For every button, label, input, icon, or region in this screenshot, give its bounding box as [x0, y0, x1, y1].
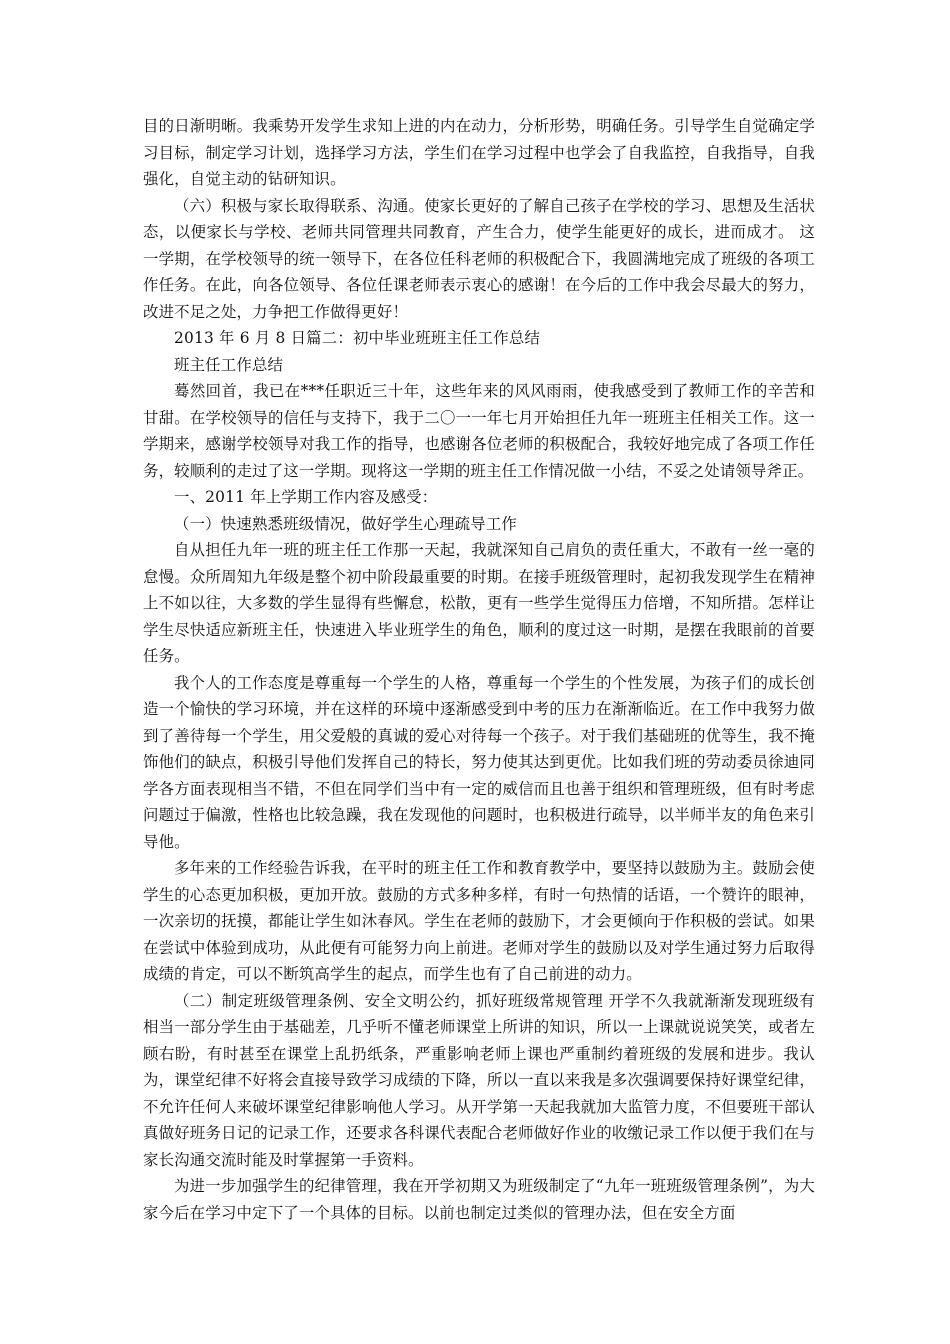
paragraph-item-two: （二）制定班级管理条例、安全文明公约，抓好班级常规管理 开学不久我就渐渐发现班级有相当一部分学生由于基础差，几乎听不懂老师课堂上所讲的知识，所以一上课就说说笑笑，或者左顾右盼，有时甚至在课堂上乱扔纸条，严重影响老师上课也严重制约着班级的发展和进步。我认为，课堂纪律不好将会直接导致学习成绩的下降，所以一直以来我是多次强调要保持好课堂纪律，不允许任何人来破坏课堂纪律影响他人学习。从开学第一天起我就加大监管力度，不但要班干部认真做好班务日记的记录工作，还要求各科课代表配合老师做好作业的收缴记录工作以便于我们在与家长沟通交流时能及时掌握第一手资料。	[143, 991, 815, 1169]
paragraph-item-six: （六）积极与家长取得联系、沟通。使家长更好的了解自己孩子在学校的学习、思想及生活状态，以便家长与学校、老师共同管理共同教育，产生合力，使学生能更好的成长，进而成才。 这一学期，在学校领导的统一领导下，在各位任科老师的积极配合下，我圆满地完成了班级的各项工作任务。在此，向各位领导、各位任课老师表示衷心的感谢！在今后的工作中我会尽最大的努力，改进不足之处，力争把工作做得更好！	[143, 196, 815, 321]
document-page	[143, 113, 815, 1226]
heading-part-one: 一、2011 年上学期工作内容及感受：	[174, 488, 438, 506]
paragraph-body: 为进一步加强学生的纪律管理，我在开学初期又为班级制定了“九年一班班级管理条例”，为大家今后在学习中定下了一个具体的目标。以前也制定过类似的管理办法，但在安全方面	[143, 1177, 815, 1222]
paragraph-body: 我个人的工作态度是尊重每一个学生的人格，尊重每一个学生的个性发展，为孩子们的成长创造一个愉快的学习环境，并在这样的环境中逐渐感受到中考的压力在渐渐临近。在工作中我努力做到了善待每一个学生，用父爱般的真诚的爱心对待每一个孩子。对于我们基础班的优等生，我不掩饰他们的缺点，积极引导他们发挥自己的特长，努力使其达到更优。比如我们班的劳动委员徐迪同学各方面表现相当不错，不但在同学们当中有一定的威信而且也善于组织和管理班级，但有时考虑问题过于偏激，性格也比较急躁，我在发现他的问题时，也积极进行疏导，以半师半友的角色来引导他。	[143, 673, 815, 851]
paragraph-body: 多年来的工作经验告诉我，在平时的班主任工作和教育教学中，要坚持以鼓励为主。鼓励会使学生的心态更加积极，更加开放。鼓励的方式多种多样，有时一句热情的话语，一个赞许的眼神，一次亲切的抚摸，都能让学生如沐春风。学生在老师的鼓励下，才会更倾向于作积极的尝试。如果在尝试中体验到成功，从此便有可能努力向上前进。老师对学生的鼓励以及对学生通过努力后取得成绩的肯定，可以不断筑高学生的起点，而学生也有了自己前进的动力。	[143, 859, 815, 983]
paragraph-continuation: 目的日渐明晰。我乘势开发学生求知上进的内在动力，分析形势，明确任务。引导学生自觉确定学习目标，制定学习计划，选择学习方法，学生们在学习过程中也学会了自我监控，自我指导，自我强化，自觉主动的钻研知识。	[143, 117, 815, 188]
paragraph-intro: 蓦然回首，我已在***任职近三十年，这些年来的风风雨雨，使我感受到了教师工作的辛苦和甘甜。在学校领导的信任与支持下，我于二〇一一年七月开始担任九年一班班主任相关工作。这一学期来，感谢学校领导对我工作的指导，也感谢各位老师的积极配合，我较好地完成了各项工作任务，较顺利的走过了这一学期。现将这一学期的班主任工作情况做一小结，不妥之处请领导斧正。	[143, 382, 815, 480]
section-title: 班主任工作总结	[174, 355, 284, 374]
date-and-article-title: 2013 年 6 月 8 日篇二：初中毕业班班主任工作总结	[174, 329, 541, 347]
paragraph-body: 自从担任九年一班的班主任工作那一天起，我就深知自己肩负的责任重大，不敢有一丝一毫的怠慢。众所周知九年级是整个初中阶段最重要的时期。在接手班级管理时，起初我发现学生在精神上不如以往，大多数的学生显得有些懈怠，松散，更有一些学生觉得压力倍增，不知所措。怎样让学生尽快适应新班主任，快速进入毕业班学生的角色，顺利的度过这一时期，是摆在我眼前的首要任务。	[143, 541, 815, 665]
subheading-one: （一）快速熟悉班级情况，做好学生心理疏导工作	[174, 514, 517, 533]
